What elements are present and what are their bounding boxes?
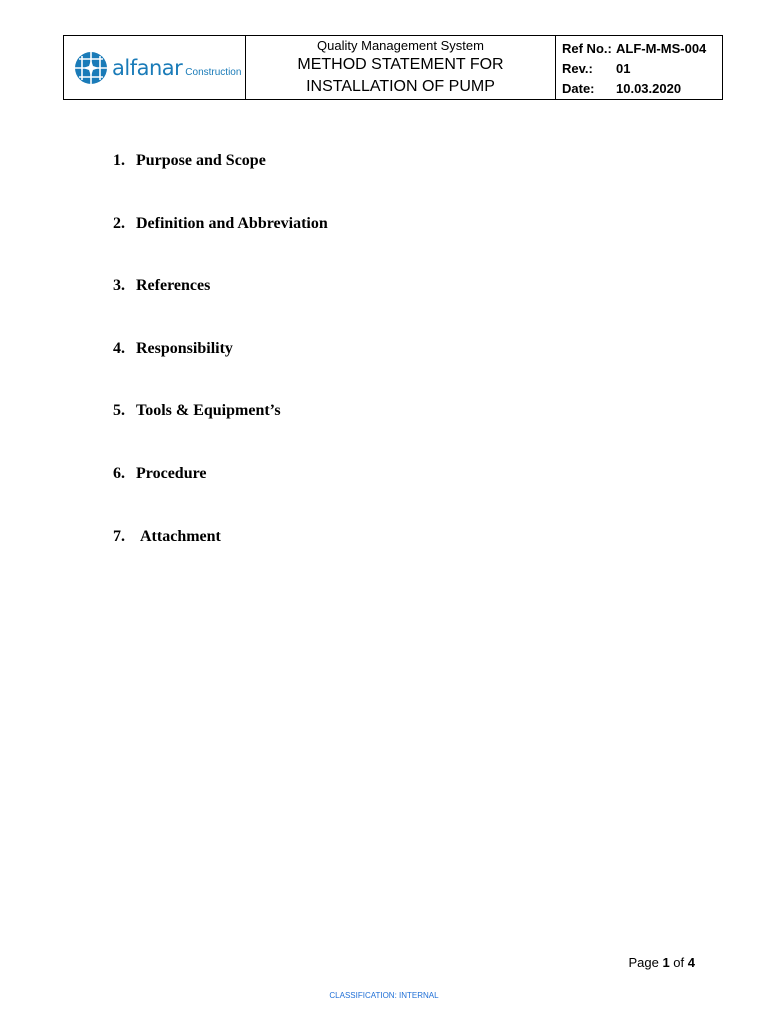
date-label: Date: <box>562 81 595 96</box>
toc-label: Attachment <box>140 527 221 545</box>
toc-item-purpose-and-scope <box>113 150 328 213</box>
page-number <box>628 955 695 970</box>
logo-sub-text: Construction <box>185 66 242 78</box>
logo-brand-text: alfanar <box>112 55 183 80</box>
toc-number: 1. <box>113 152 125 169</box>
toc-item-references <box>113 275 328 338</box>
revision-label: Rev.: <box>562 61 593 76</box>
document-title-line-1: METHOD STATEMENT FOR <box>297 56 504 73</box>
page-of: of <box>673 955 685 970</box>
toc-item-definition <box>113 213 328 276</box>
reference-block <box>556 36 722 99</box>
toc-label: Tools & Equipment’s <box>136 402 281 420</box>
table-of-contents <box>113 150 328 588</box>
toc-item-responsibility <box>113 338 328 401</box>
toc-label: Responsibility <box>136 339 233 357</box>
revision-row <box>562 59 722 79</box>
toc-label: Definition and Abbreviation <box>136 214 328 232</box>
header-title-cell <box>246 36 556 99</box>
toc-number: 4. <box>113 339 125 357</box>
revision-value: 01 <box>616 61 631 76</box>
toc-number: 7. <box>113 527 125 545</box>
ref-number-label: Ref No.: <box>562 41 612 56</box>
toc-item-attachment <box>113 526 328 589</box>
ref-number-row <box>562 39 722 59</box>
toc-item-procedure <box>113 463 328 526</box>
document-title-line-2: INSTALLATION OF PUMP <box>306 78 495 95</box>
toc-number: 6. <box>113 464 125 482</box>
ref-number-value: ALF-M-MS-004 <box>616 41 707 56</box>
page-prefix: Page <box>628 955 659 970</box>
toc-number: 5. <box>113 402 125 420</box>
system-name: Quality Management System <box>317 38 484 53</box>
alfanar-logo-icon <box>74 51 108 85</box>
toc-label: Purpose and Scope <box>136 152 266 169</box>
toc-label: References <box>136 277 211 295</box>
page-total: 4 <box>687 955 695 970</box>
toc-item-tools-equipment <box>113 400 328 463</box>
toc-label: Procedure <box>136 464 207 482</box>
date-row <box>562 79 722 99</box>
classification-label: CLASSIFICATION: INTERNAL <box>329 991 439 1000</box>
date-value: 10.03.2020 <box>616 81 682 96</box>
toc-number: 3. <box>113 277 125 295</box>
page-current: 1 <box>662 955 670 970</box>
toc-number: 2. <box>113 214 125 232</box>
document-header <box>63 35 723 100</box>
company-logo <box>64 36 246 99</box>
